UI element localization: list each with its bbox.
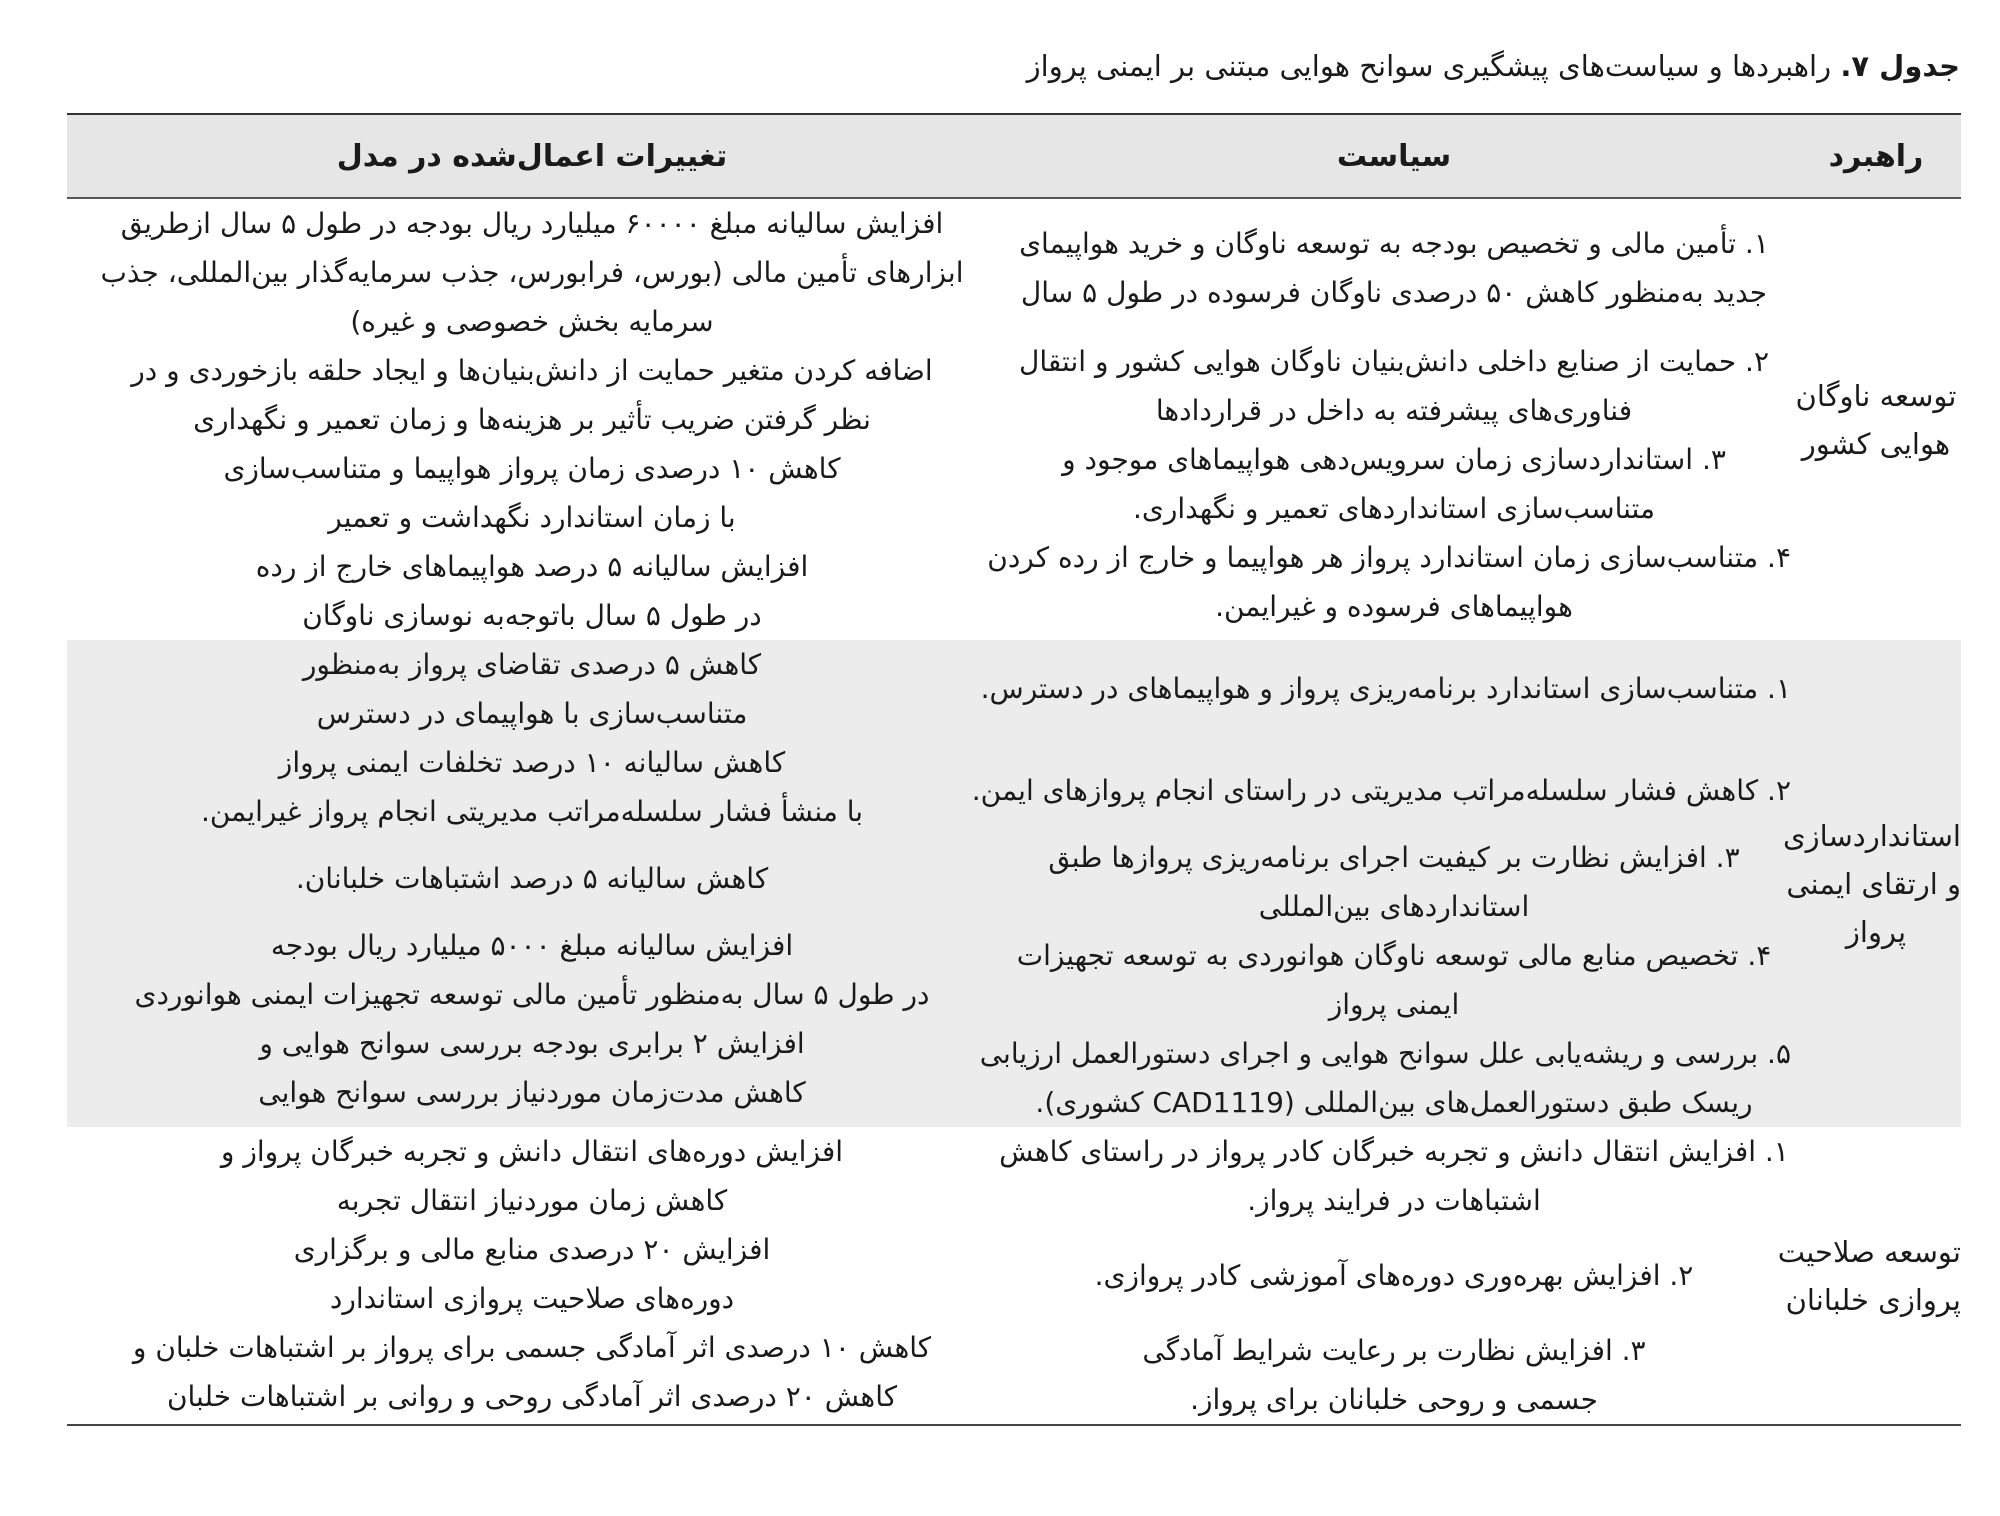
change-item: افزایش سالیانه مبلغ ۵۰۰۰ میلیارد ریال بودجه در طول ۵ سال به‌منظور تأمین مالی توسعه تجهیزات ایمنی هوانوردی [134, 929, 930, 1011]
change-item: افزایش سالیانه ۵ درصد هواپیماهای خارج از رده در طول ۵ سال باتوجه‌به نوسازی ناوگان [255, 550, 809, 632]
change-item: اضافه کردن متغیر حمایت از دانش‌بنیان‌ها و ایجاد حلقه بازخوردی و در نظر گرفتن ضریب تأثیر بر هزینه‌ها و زمان تعمیر و نگهداری [131, 354, 933, 436]
strategy-cell [1791, 198, 1961, 640]
policy-item: ۳. استانداردسازی زمان سرویس‌دهی هواپیماهای موجود و متناسب‌سازی استانداردهای تعمیر و نگهداری. [1062, 443, 1726, 525]
caption-title: راهبردها و سیاست‌های پیشگیری سوانح هوایی مبتنی بر ایمنی پرواز [1026, 49, 1832, 83]
caption-label: جدول ۷. [1840, 49, 1960, 83]
policy-item: ۴. تخصیص منابع مالی توسعه ناوگان هوانوردی به توسعه تجهیزات ایمنی پرواز [1016, 939, 1772, 1021]
strategy-line: پروازی خلبانان [1785, 1282, 1961, 1317]
strategy-line: و ارتقای ایمنی [1786, 866, 1961, 901]
policy-item: ۴. متناسب‌سازی زمان استاندارد پرواز هر هواپیما و خارج از رده کردن هواپیماهای فرسوده و غیرایمن. [987, 541, 1791, 623]
change-item: کاهش سالیانه ۵ درصد اشتباهات خلبانان. [295, 862, 769, 895]
policy-item: ۲. حمایت از صنایع داخلی دانش‌بنیان ناوگان هوایی کشور و انتقال فناوری‌های پیشرفته به داخل در قراردادها [1019, 345, 1769, 427]
strategy-line: استانداردسازی [1782, 818, 1961, 853]
strategy-line: هوایی کشور [1801, 426, 1951, 461]
policy-item: ۱. متناسب‌سازی استاندارد برنامه‌ریزی پرواز و هواپیماهای در دسترس. [980, 672, 1791, 705]
policy-item: ۱. تأمین مالی و تخصیص بودجه به توسعه ناوگان و خرید هواپیمای جدید به‌منظور کاهش ۵۰ درصدی ناوگان فرسوده در طول ۵ سال [1019, 227, 1769, 309]
change-item: کاهش ۱۰ درصدی زمان پرواز هواپیما و متناسب‌سازی با زمان استاندارد نگهداشت و تعمیر [223, 452, 841, 534]
strategy-cell [1782, 640, 1961, 1127]
policy-item: ۳. افزایش نظارت بر رعایت شرایط آمادگی جسمی و روحی خلبانان برای پرواز. [1142, 1334, 1646, 1416]
table-row [67, 1127, 1961, 1425]
header-strategy: راهبرد [1791, 114, 1961, 198]
change-item: افزایش ۲ برابری بودجه بررسی سوانح هوایی و کاهش مدت‌زمان موردنیاز بررسی سوانح هوایی [258, 1027, 806, 1109]
change-item: کاهش ۱۰ درصدی اثر آمادگی جسمی برای پرواز بر اشتباهات خلبان و کاهش ۲۰ درصدی اثر آمادگی روحی و روانی بر اشتباهات خلبان [132, 1331, 932, 1413]
strategy-cell [1777, 1127, 1961, 1425]
strategy-line: توسعه صلاحیت [1777, 1234, 1961, 1269]
change-item: کاهش سالیانه ۱۰ درصد تخلفات ایمنی پرواز با منشأ فشار سلسله‌مراتب مدیریتی انجام پرواز غیرایمن. [200, 746, 864, 828]
policy-item: ۳. افزایش نظارت بر کیفیت اجرای برنامه‌ریزی پروازها طبق استانداردهای بین‌المللی [1048, 841, 1740, 923]
change-item: کاهش ۵ درصدی تقاضای پرواز به‌منظور متناسب‌سازی با هواپیمای در دسترس [302, 648, 762, 730]
strategy-line: پرواز [1845, 914, 1907, 949]
policy-item: ۲. کاهش فشار سلسله‌مراتب مدیریتی در راستای انجام پروازهای ایمن. [971, 774, 1791, 807]
header-policy: سیاست [997, 114, 1791, 198]
table-header-row [67, 114, 1961, 198]
table-row [67, 640, 1961, 1127]
policy-item: ۱. افزایش انتقال دانش و تجربه خبرگان کادر پرواز در راستای کاهش اشتباهات در فرایند پرواز. [999, 1135, 1789, 1217]
policy-cell [997, 1127, 1791, 1425]
policy-item: ۲. افزایش بهره‌وری دوره‌های آموزشی کادر پروازی. [1094, 1259, 1694, 1292]
policy-cell [987, 198, 1791, 640]
change-item: افزایش دوره‌های انتقال دانش و تجربه خبرگان پرواز و کاهش زمان موردنیاز انتقال تجربه [220, 1135, 844, 1217]
policy-item: ۵. بررسی و ریشه‌یابی علل سوانح هوایی و اجرای دستورالعمل ارزیابی ریسک طبق دستورالعمل‌های بین‌المللی (CAD1119 کشوری). [979, 1037, 1791, 1119]
policy-cell [971, 640, 1791, 1127]
change-item: افزایش سالیانه مبلغ ۶۰۰۰۰ میلیارد ریال بودجه در طول ۵ سال ازطریق ابزارهای تأمین مالی (بورس، فرابورس، جذب سرمایه‌گذار بین‌المللی، جذب سرمایه بخش خصوصی و غیره) [100, 207, 964, 338]
header-changes: تغییرات اعمال‌شده در مدل [67, 114, 997, 198]
table-row [67, 198, 1961, 640]
changes-cell [67, 640, 997, 1127]
strategy-line: توسعه ناوگان [1795, 378, 1957, 413]
change-item: افزایش ۲۰ درصدی منابع مالی و برگزاری دوره‌های صلاحیت پروازی استاندارد [293, 1233, 771, 1315]
strategies-table [67, 113, 1961, 1426]
table-caption [1027, 44, 1960, 88]
changes-cell [67, 198, 997, 640]
changes-cell [67, 1127, 997, 1425]
